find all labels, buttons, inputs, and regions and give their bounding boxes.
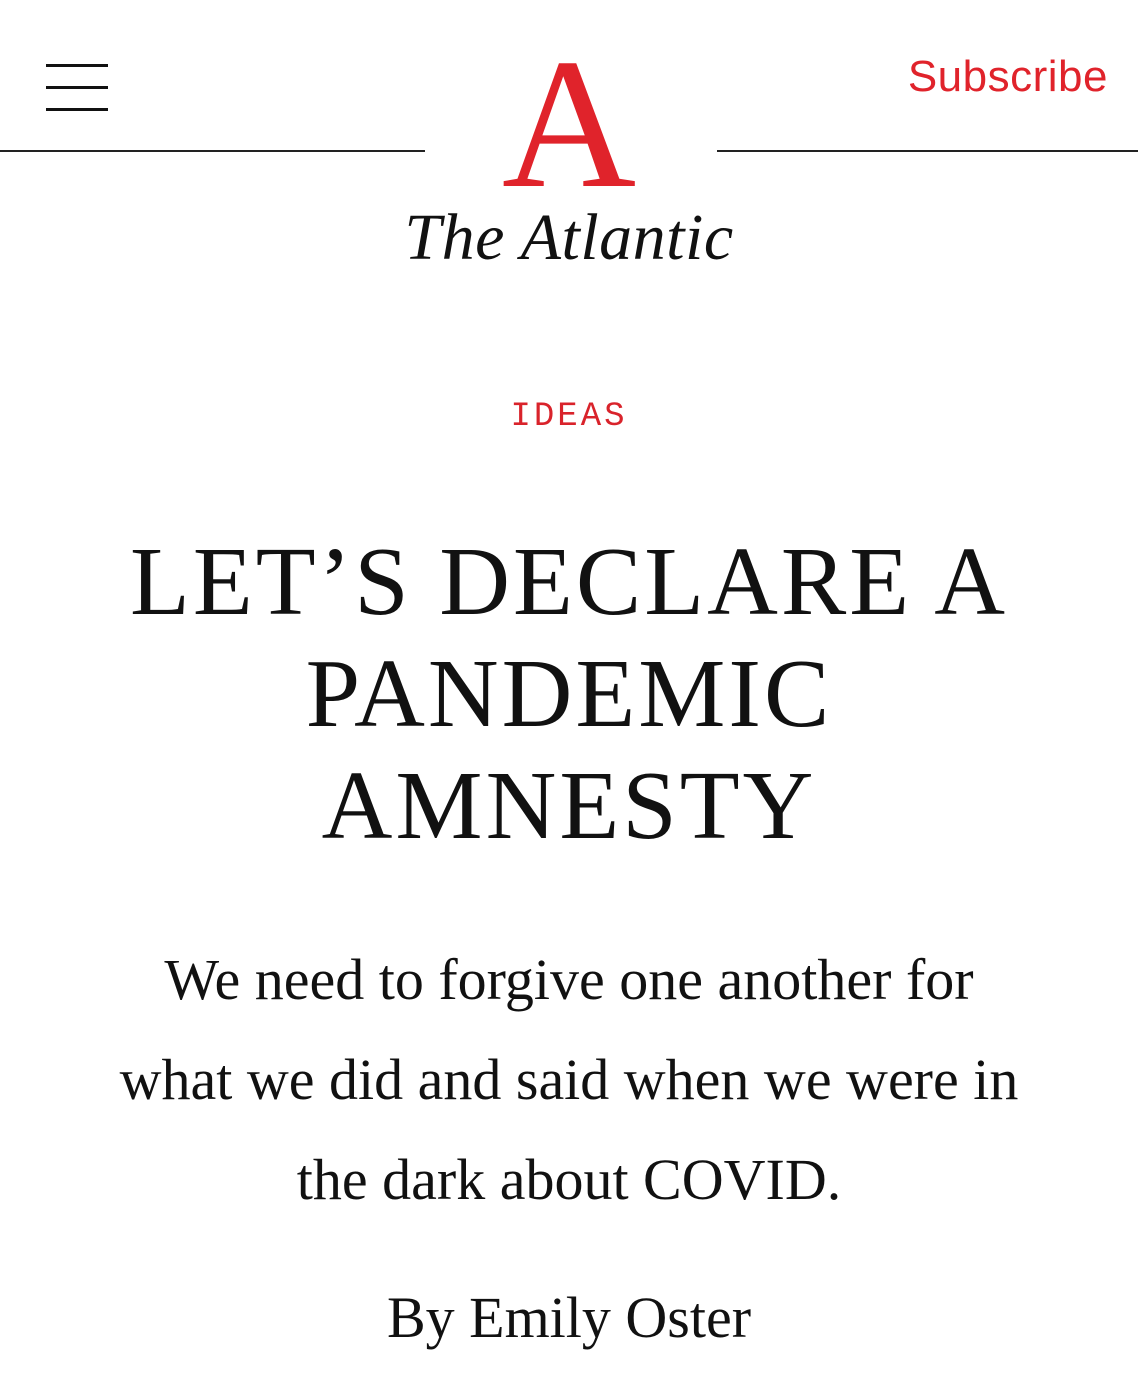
dek-line: the dark about COVID. [296,1147,842,1212]
dek-line: what we did and said when we were in [119,1047,1019,1112]
article-byline[interactable]: By Emily Oster [386,1285,752,1350]
section-label[interactable]: IDEAS [510,398,628,436]
headline-line: AMNESTY [321,752,817,860]
site-wordmark[interactable]: The Atlantic [404,201,734,274]
headline-line: LET’S DECLARE A [130,528,1008,636]
hamburger-menu-icon[interactable] [40,58,112,118]
site-header [0,0,1138,290]
article-headline [40,526,1098,862]
menu-bar [46,108,108,111]
article-dek [60,930,1078,1230]
subscribe-link[interactable]: Subscribe [907,52,1108,101]
dek-line: We need to forgive one another for [164,947,974,1012]
headline-line: PANDEMIC [305,640,833,748]
menu-bar [46,86,108,89]
atlantic-logo-icon[interactable] [501,21,637,227]
header-divider-left [0,150,425,152]
header-divider-right [717,150,1138,152]
menu-bar [46,64,108,67]
logo-letter: A [501,21,637,227]
